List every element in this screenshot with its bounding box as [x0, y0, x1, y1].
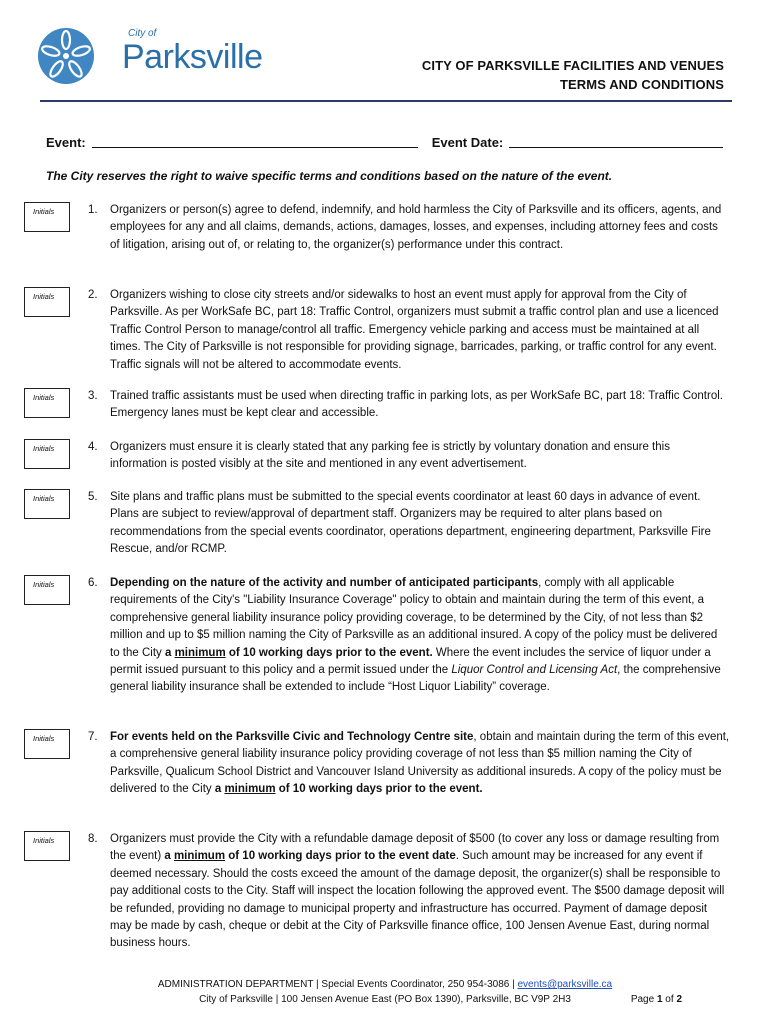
- page-number: Page 1 of 2: [630, 994, 682, 1005]
- term-text: Organizers wishing to close city streets and/or sidewalks to host an event must apply for approval from the City of Parksville. As per WorkSafe BC, part 18: Traffic Control, organizers must submit a traffic control plan and use a licenced Traffic Control Person to manage/control all traffic. Emergency vehicle parking and access must be maintained at all times. The City of Parksville is not responsible for providing signage, barricades, parking, or traffic control for any event. Traffic signals will not be altered to accommodate events.: [110, 289, 719, 371]
- term-body: Organizers must provide the City with a refundable damage deposit of $500 (to cover any loss or damage resulting from the event): [110, 833, 720, 863]
- term-item-5: [24, 489, 730, 559]
- footer-line-2: [0, 992, 770, 1007]
- term-text: Trained traffic assistants must be used when directing traffic in parking lots, as per WorkSafe BC, part 18: Traffic Control. Emergency lanes must be kept clear and accessible.: [110, 390, 723, 420]
- term-body: , comply with all applicable requirements of the City's "Liability Insurance Coverage" policy to obtain and maintain during the term of this event, a comprehensive general liability insurance policy providing coverage, to be determined by the City, of not less than $2 million and up to $5 million naming the City of Parksville as an additional insured. A copy of the policy must be delivered to the City: [110, 577, 718, 659]
- term-number: 1.: [88, 204, 98, 216]
- initials-box[interactable]: Initials: [24, 287, 70, 317]
- footer-department: ADMINISTRATION DEPARTMENT | Special Events Coordinator, 250 954-3086 |: [157, 979, 518, 990]
- title-line-1: CITY OF PARKSVILLE FACILITIES AND VENUES: [421, 58, 724, 73]
- term-minimum: minimum: [173, 850, 226, 863]
- term-item-2: [24, 287, 730, 374]
- term-item-7: [24, 729, 730, 799]
- footer-address: City of Parksville | 100 Jensen Avenue East (PO Box 1390), Parksville, BC V9P 2H3: [199, 994, 571, 1005]
- term-text: [110, 729, 730, 799]
- header-rule: [40, 100, 732, 102]
- term-number: 3.: [88, 390, 98, 402]
- document-title: [422, 56, 724, 94]
- term-emphasis: For events held on the Parksville Civic and Technology Centre site: [110, 731, 474, 743]
- initials-box[interactable]: Initials: [24, 729, 70, 759]
- page-footer: [0, 977, 770, 1007]
- parksville-logo: [36, 26, 263, 88]
- term-number: 7.: [88, 731, 98, 743]
- term-text: Organizers must ensure it is clearly stated that any parking fee is strictly by voluntary donation and ensure this information is posted visibly at the site and mentioned in any event advertisement.: [110, 441, 670, 471]
- event-name-field[interactable]: [92, 135, 418, 148]
- term-number: 4.: [88, 441, 98, 453]
- waiver-note: The City reserves the right to waive specific terms and conditions based on the nature of the event.: [46, 169, 613, 183]
- term-deadline: a minimum of 10 working days prior to the event.: [164, 646, 433, 659]
- term-body: , obtain and maintain during the term of this event, a comprehensive general liability insurance policy providing coverage of not less than $5 million naming the City of Parksville, Qualicum School District and Vancouver Island University as additional insureds. A copy of the policy must be delivered to the City: [110, 731, 730, 796]
- term-item-8: [24, 831, 730, 953]
- term-item-3: [24, 388, 730, 423]
- event-fields-row: [46, 135, 724, 150]
- term-body: Where the event includes the service of liquor under a permit issued pursuant to this policy and a permit issued under the: [110, 646, 711, 677]
- term-number: 6.: [88, 577, 98, 589]
- initials-box[interactable]: Initials: [24, 202, 70, 232]
- initials-box[interactable]: Initials: [24, 831, 70, 861]
- term-item-6: [24, 575, 730, 697]
- event-date-label: Event Date:: [431, 135, 504, 150]
- term-body: , the comprehensive general liability insurance shall be extended to include “Host Liquor Liability” coverage.: [110, 664, 721, 694]
- term-emphasis: Depending on the nature of the activity and number of anticipated participants: [110, 577, 539, 589]
- event-label: Event:: [46, 135, 86, 150]
- title-line-2: TERMS AND CONDITIONS: [559, 77, 724, 92]
- term-item-1: [24, 202, 730, 254]
- initials-box[interactable]: Initials: [24, 575, 70, 605]
- term-deadline: a minimum of 10 working days prior to the event date: [164, 850, 456, 863]
- term-number: 5.: [88, 491, 98, 503]
- term-number: 2.: [88, 289, 98, 301]
- initials-box[interactable]: Initials: [24, 489, 70, 519]
- logo-parksville: Parksville: [122, 38, 263, 76]
- term-number: 8.: [88, 833, 98, 845]
- term-act-name: Liquor Control and Licensing Act: [451, 664, 618, 677]
- term-text: Organizers or person(s) agree to defend, indemnify, and hold harmless the City of Parksville and its officers, agents, and employees for any and all claims, demands, actions, damages, losses, and expenses, including attorney fees and costs of litigation, arising out of, or relating to, the organizer(s) performance under this contract.: [110, 204, 722, 251]
- sand-dollar-logo-icon: [36, 26, 96, 86]
- term-deadline: a minimum of 10 working days prior to the event.: [214, 783, 483, 796]
- term-minimum: minimum: [224, 783, 276, 796]
- term-item-4: [24, 439, 730, 474]
- initials-box[interactable]: Initials: [24, 439, 70, 469]
- term-minimum: minimum: [174, 646, 226, 659]
- event-date-field[interactable]: [509, 135, 723, 148]
- initials-box[interactable]: Initials: [24, 388, 70, 418]
- logo-city-of: City of: [128, 28, 157, 39]
- term-body: . Such amount may be increased for any event if deemed necessary. Should the costs exceed the amount of the damage deposit, the organizer(s) shall be responsible to pay additional costs to the City. Staff will inspect the location following the approved event. The $500 damage deposit will be refunded, providing no damage to municipal property and infrastructure has occurred. Payment of damage deposit may be made by cash, cheque or debit at the City of Parksville finance office, 100 Jensen Avenue East, during normal business hours.: [110, 850, 725, 950]
- footer-email-link[interactable]: events@parksville.ca: [517, 979, 613, 990]
- footer-line-1: [0, 977, 770, 992]
- term-text: [110, 575, 730, 697]
- term-text: [110, 831, 730, 953]
- term-text: Site plans and traffic plans must be submitted to the special events coordinator at least 60 days in advance of event. Plans are subject to review/approval of department staff. Organizers may be required to alter plans based on recommendations from the special events coordinator, operations department, engineering department, Parksville Fire Rescue, and/or RCMP.: [110, 491, 711, 556]
